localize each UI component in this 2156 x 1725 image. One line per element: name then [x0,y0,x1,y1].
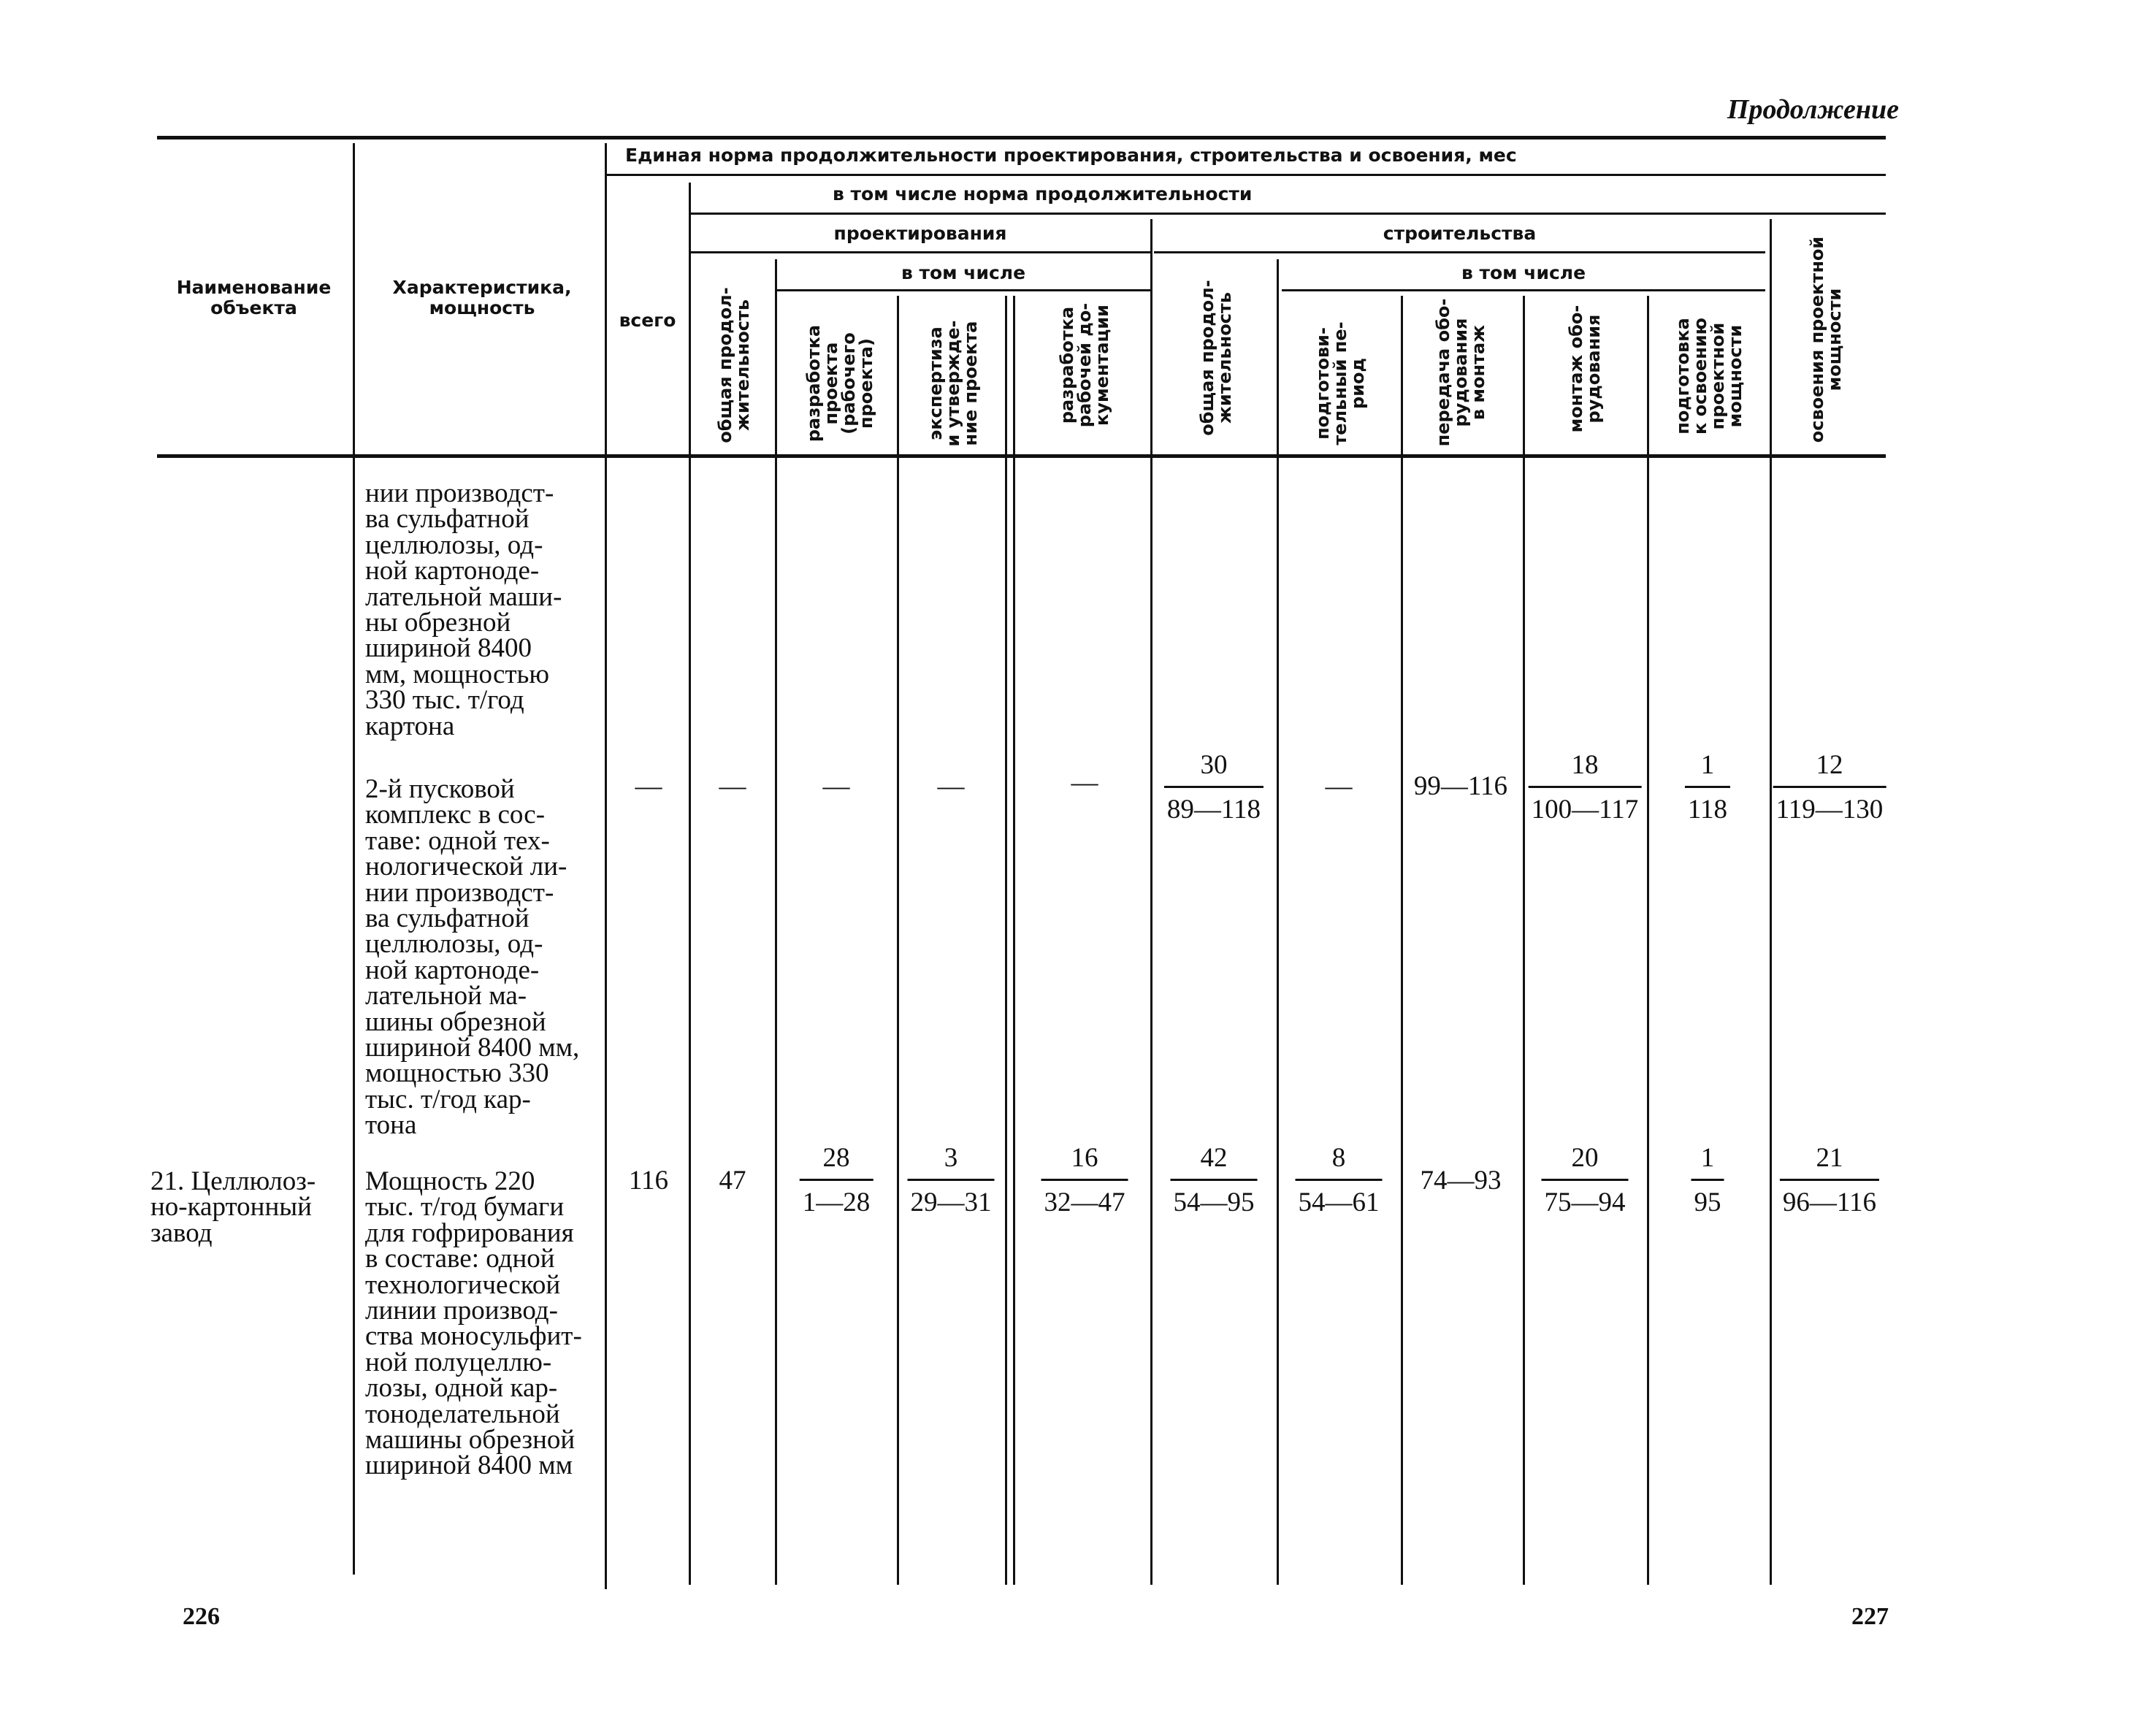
header-construction: строительства [1383,223,1537,244]
col-divider-4 [775,259,777,1585]
page-number-right: 227 [1851,1603,1889,1630]
row1-equip-install [1529,751,1642,825]
row2-working-docs-den: 32—47 [1044,1187,1125,1217]
desc-continued: нии производст- ва сульфатной целлюлозы, од- ной картоноде- лательной маши- ны обрезной шириной 8400 мм, мощностью 330 тыс. т/год картона [365,478,562,741]
row2-working-docs [1041,1144,1128,1217]
col-header-prep-mastering: подготовка к освоению проектной мощности [1673,317,1746,435]
header-bottom-rule [157,454,1886,458]
row1-total: — [635,771,662,801]
col-header-expertise: экспертиза и утвержде- ние проекта [925,320,981,447]
col-header-mastering: освоения проектной мощности [1807,236,1845,443]
row1-expertise: — [937,771,965,801]
row1-constr-total-num: 30 [1164,751,1264,788]
rule-under-design [690,251,1150,253]
row1-mastering-num: 12 [1773,751,1886,788]
row2-prep-mastering [1691,1144,1724,1217]
row2-project-dev-num: 28 [800,1144,874,1181]
col-divider-2 [605,143,607,1589]
row1-mastering [1773,751,1886,825]
header-total: всего [619,310,676,331]
row1-constr-total [1164,751,1264,825]
row2-working-docs-num: 16 [1041,1144,1128,1181]
row1-constr-total-den: 89—118 [1166,795,1261,825]
row2-prep-mastering-den: 95 [1694,1187,1721,1217]
col-divider-12 [1770,219,1772,1585]
row1-project-dev: — [822,771,850,801]
col-divider-3 [689,183,691,1585]
rule-under-construction [1154,251,1765,253]
desc-21: Мощность 220 тыс. т/год бумаги для гофрирования в составе: одной технологической линии производ- ства моносульфит- ной полуцеллю- лозы, одной кар- тоноделательной машины обрезной шириной 8400 мм [365,1166,582,1481]
col-divider-8 [1277,259,1279,1585]
row1-mastering-den: 119—130 [1775,795,1884,825]
rule-under-including-norm [690,213,1886,215]
col-header-project-dev: разработка проекта (рабочего проекта) [803,324,876,443]
col-header-working-docs: разработка рабочей до- кументации [1057,302,1112,428]
header-design-including: в том числе [901,262,1026,283]
row1-working-docs: — [1071,768,1098,798]
col-header-constr-total: общая продол- жительность [1197,280,1235,436]
row2-prep-mastering-num: 1 [1691,1144,1724,1181]
rule-under-construction-including [1282,289,1765,291]
row1-equip-install-den: 100—117 [1531,795,1639,825]
row2-constr-total-den: 54—95 [1173,1187,1255,1217]
row2-total: 116 [628,1166,669,1196]
header-object-name: Наименование объекта [176,277,332,318]
row2-expertise-den: 29—31 [910,1187,992,1217]
page-number-left: 226 [183,1603,220,1630]
row2-mastering-den: 96—116 [1782,1187,1877,1217]
row2-prep-period-num: 8 [1296,1144,1383,1181]
row1-prep-period: — [1325,771,1353,801]
col-divider-1 [353,143,355,1575]
row2-mastering [1780,1144,1879,1217]
row1-prep-mastering-num: 1 [1685,751,1730,788]
row2-project-dev [800,1144,874,1217]
col-divider-7 [1150,219,1152,1585]
continuation-label: Продолжение [1727,94,1899,125]
col-header-prep-period: подготови- тельный пе- риод [1312,321,1368,445]
row2-constr-total [1171,1144,1258,1217]
row2-equip-install-num: 20 [1542,1144,1629,1181]
col-divider-10 [1523,296,1525,1585]
row2-expertise [908,1144,995,1217]
col-header-equip-transfer: передача обо- рудования в монтаж [1433,298,1488,447]
header-design: проектирования [833,223,1007,244]
table-top-rule [157,136,1886,139]
rule-under-unified-norm [606,174,1886,176]
col-header-equip-install: монтаж обо- рудования [1566,305,1604,433]
row2-design-total: 47 [719,1166,746,1196]
col-divider-11 [1647,296,1649,1585]
header-construction-including: в том числе [1461,262,1586,283]
row2-expertise-num: 3 [908,1144,995,1181]
row1-prep-mastering [1685,751,1730,825]
row2-equip-install-den: 75—94 [1544,1187,1626,1217]
header-characteristic: Характеристика, мощность [392,277,572,318]
row1-equip-transfer: 99—116 [1413,771,1508,801]
row2-equip-install [1542,1144,1629,1217]
col-header-design-total: общая продол- жительность [715,287,753,443]
col-divider-6a [1005,296,1007,1585]
header-unified-norm: Единая норма продолжительности проектирования, строительства и освоения, мес [625,145,1517,166]
row1-design-total: — [719,771,746,801]
row2-constr-total-num: 42 [1171,1144,1258,1181]
row2-prep-period [1296,1144,1383,1217]
object-21-name: 21. Целлюлоз- но-картонный завод [150,1166,316,1248]
col-divider-6b [1013,296,1015,1585]
col-divider-5 [897,296,899,1585]
row2-prep-period-den: 54—61 [1298,1187,1380,1217]
row1-equip-install-num: 18 [1529,751,1642,788]
row1-prep-mastering-den: 118 [1687,795,1728,825]
desc-complex-2: 2-й пусковой комплекс в сос- таве: одной тех- нологической ли- нии производст- ва сульфатной целлюлозы, од- ной картоноде- лательной ма- шины обрезной шириной 8400 мм, мощностью 330 тыс. т/год кар- тона [365,774,580,1141]
rule-under-design-including [776,289,1150,291]
row2-equip-transfer: 74—93 [1420,1166,1502,1196]
col-divider-9 [1401,296,1403,1585]
header-including-norm: в том числе норма продолжительности [833,183,1253,204]
row2-project-dev-den: 1—28 [802,1187,871,1217]
row2-mastering-num: 21 [1780,1144,1879,1181]
